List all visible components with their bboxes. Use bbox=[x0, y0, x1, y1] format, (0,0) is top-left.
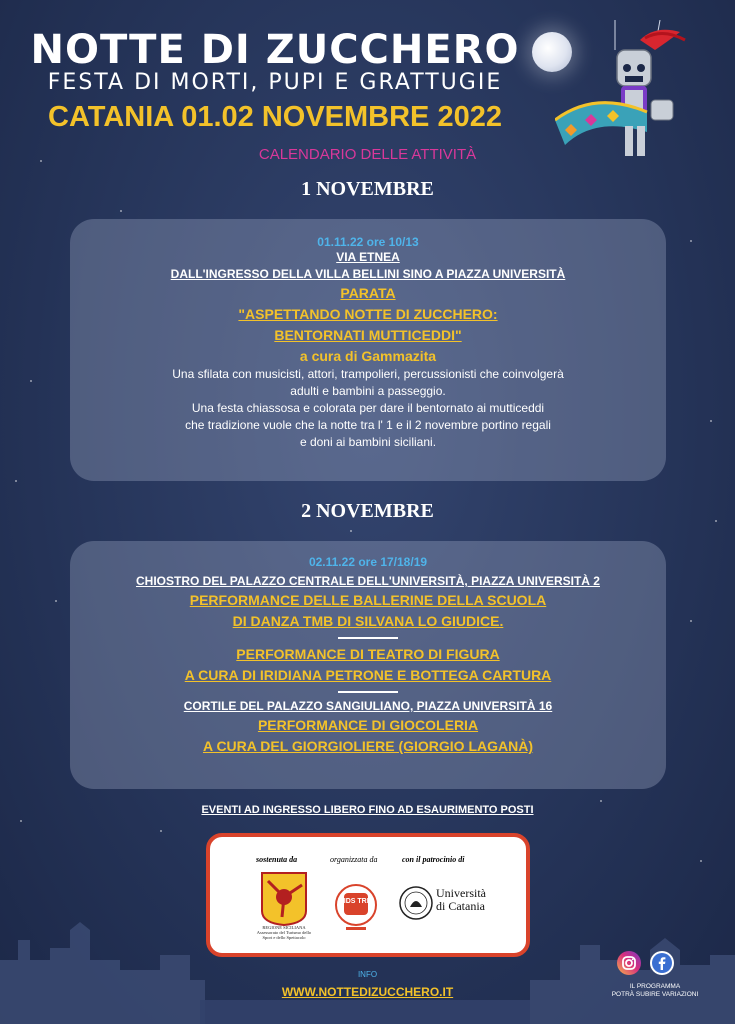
sponsors-box bbox=[206, 833, 530, 957]
day2-heading: 2 NOVEMBRE bbox=[301, 500, 434, 522]
day1-street: VIA ETNEA bbox=[336, 250, 400, 264]
event-subtitle: FESTA DI MORTI, PUPI E GRATTUGIE bbox=[47, 70, 503, 95]
university-line1: Università bbox=[436, 886, 486, 900]
day2-perf2-line2: A CURA DI IRIDIANA PETRONE E BOTTEGA CARTURA bbox=[184, 667, 552, 683]
info-label: INFO bbox=[357, 970, 378, 979]
day2-perf1-line2: DI DANZA TMB DI SILVANA LO GIUDICE. bbox=[232, 613, 504, 629]
separator-line bbox=[338, 691, 398, 693]
day1-heading: 1 NOVEMBRE bbox=[301, 178, 434, 200]
day2-perf1-line1: PERFORMANCE DELLE BALLERINE DELLA SCUOLA bbox=[189, 592, 547, 608]
day1-panel bbox=[70, 219, 666, 481]
patronage-label: con il patrocinio di bbox=[402, 855, 465, 864]
university-seal-logo bbox=[398, 885, 434, 921]
day2-venue2: CORTILE DEL PALAZZO SANGIULIANO, PIAZZA UNIVERSITÀ 16 bbox=[183, 699, 553, 713]
website-link[interactable]: WWW.NOTTEDIZUCCHERO.IT bbox=[281, 985, 454, 999]
kids-trip-logo-text: KIDS TRIP bbox=[338, 898, 374, 905]
day2-perf3-line2: A CURA DEL GIORGIOLIERE (GIORGIO LAGANÀ) bbox=[202, 738, 534, 754]
regione-siciliana-text: REGIONE SICILIANA Assessorato del Turismo dello Sport e dello Spettacolo bbox=[256, 925, 312, 940]
supported-by-label: sostenuta da bbox=[256, 855, 298, 864]
day1-event-title-line2: BENTORNATI MUTTICEDDI" bbox=[274, 327, 462, 343]
day2-time: 02.11.22 ore 17/18/19 bbox=[308, 555, 428, 569]
day1-description-line: e doni ai bambini siciliani. bbox=[299, 435, 437, 449]
calendar-heading: CALENDARIO DELLE ATTIVITÀ bbox=[258, 146, 477, 163]
program-disclaimer bbox=[600, 983, 710, 999]
day2-perf2-line1: PERFORMANCE DI TEATRO DI FIGURA bbox=[236, 646, 500, 662]
day1-description-line: Una sfilata con musicisti, attori, trampolieri, percussionisti che coinvolgerà bbox=[172, 367, 564, 381]
day2-perf3-line1: PERFORMANCE DI GIOCOLERIA bbox=[257, 717, 479, 733]
disclaimer-line2: POTRÀ SUBIRE VARIAZIONI bbox=[611, 991, 699, 998]
event-title: NOTTE DI ZUCCHERO bbox=[30, 27, 520, 73]
day1-description-line: adulti e bambini a passeggio. bbox=[290, 384, 446, 398]
day1-description-line: che tradizione vuole che la notte tra l' 1 e il 2 novembre portino regali bbox=[185, 418, 551, 432]
organized-by-label: organizzata da bbox=[330, 855, 378, 864]
free-entry-note: EVENTI AD INGRESSO LIBERO FINO AD ESAURIMENTO POSTI bbox=[201, 804, 534, 816]
university-name bbox=[436, 887, 486, 913]
facebook-icon[interactable] bbox=[650, 951, 674, 975]
instagram-icon[interactable] bbox=[617, 951, 641, 975]
day2-panel bbox=[70, 541, 666, 789]
event-dateline: CATANIA 01.02 NOVEMBRE 2022 bbox=[48, 101, 502, 133]
day1-event-type: PARATA bbox=[340, 285, 396, 301]
day1-curator: a cura di Gammazita bbox=[299, 348, 437, 364]
kids-trip-logo bbox=[334, 881, 378, 935]
separator-line bbox=[338, 637, 398, 639]
day2-venue1: CHIOSTRO DEL PALAZZO CENTRALE DELL'UNIVERSITÀ, PIAZZA UNIVERSITÀ 2 bbox=[136, 574, 600, 588]
day1-time: 01.11.22 ore 10/13 bbox=[317, 235, 419, 249]
disclaimer-line1: IL PROGRAMMA bbox=[629, 983, 681, 990]
day1-description-line: Una festa chiassosa e colorata per dare il bentornato ai mutticeddi bbox=[191, 401, 545, 415]
university-line2: di Catania bbox=[436, 899, 485, 913]
day1-route: DALL'INGRESSO DELLA VILLA BELLINI SINO A PIAZZA UNIVERSITÀ bbox=[170, 267, 566, 281]
day1-event-title-line1: "ASPETTANDO NOTTE DI ZUCCHERO: bbox=[238, 306, 498, 322]
